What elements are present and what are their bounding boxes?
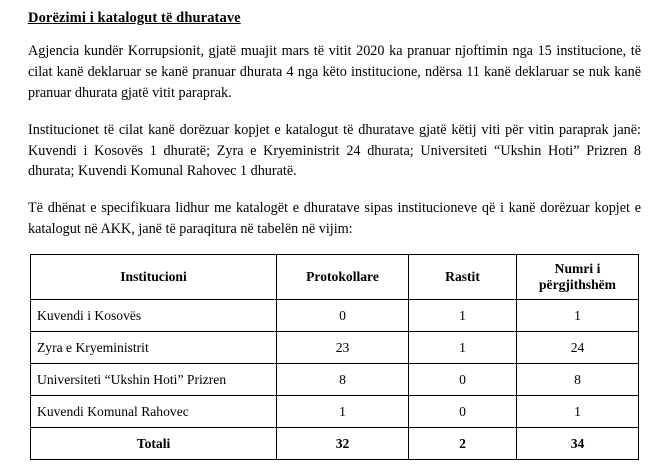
cell-institution: Zyra e Kryeministrit bbox=[31, 332, 277, 364]
cell-occasional: 1 bbox=[409, 332, 517, 364]
gifts-table bbox=[30, 254, 639, 460]
column-header-occasional: Rastit bbox=[409, 255, 517, 300]
cell-occasional: 0 bbox=[409, 396, 517, 428]
paragraph-1: Agjencia kundër Korrupsionit, gjatë muajit mars të vitit 2020 ka pranuar njoftimin nga 15 institucione, të cilat kanë deklaruar se kanë pranuar dhurata 4 nga këto institucione, ndërsa 11 kanë deklaruar se nuk kanë pranuar dhurata gjatë vitit paraprak. bbox=[28, 43, 641, 101]
column-header-total: Numri i përgjithshëm bbox=[517, 255, 639, 300]
cell-institution: Kuvendi Komunal Rahovec bbox=[31, 396, 277, 428]
table-row bbox=[31, 300, 639, 332]
page-title: Dorëzimi i katalogut të dhuratave bbox=[28, 10, 241, 26]
cell-total-label: Totali bbox=[31, 428, 277, 460]
cell-total-protocol: 32 bbox=[277, 428, 409, 460]
table-row bbox=[31, 364, 639, 396]
table-total-row bbox=[31, 428, 639, 460]
table-row bbox=[31, 332, 639, 364]
cell-total: 1 bbox=[517, 300, 639, 332]
cell-total: 24 bbox=[517, 332, 639, 364]
cell-institution: Universiteti “Ukshin Hoti” Prizren bbox=[31, 364, 277, 396]
cell-total-occasional: 2 bbox=[409, 428, 517, 460]
column-header-protocol: Protokollare bbox=[277, 255, 409, 300]
cell-occasional: 0 bbox=[409, 364, 517, 396]
cell-total: 8 bbox=[517, 364, 639, 396]
column-header-institution: Institucioni bbox=[31, 255, 277, 300]
table-header-row bbox=[31, 255, 639, 300]
table-row bbox=[31, 396, 639, 428]
cell-institution: Kuvendi i Kosovës bbox=[31, 300, 277, 332]
paragraph-2: Institucionet të cilat kanë dorëzuar kopjet e katalogut të dhuratave gjatë këtij viti për vitin paraprak janë: Kuvendi i Kosovës 1 dhuratë; Zyra e Kryeministrit 24 dhurata; Universiteti “Ukshin Hoti” Prizren 8 dhurata; Kuvendi Komunal Rahovec 1 dhuratë. bbox=[28, 121, 641, 180]
table-header bbox=[31, 255, 639, 300]
cell-protocol: 0 bbox=[277, 300, 409, 332]
table-body bbox=[31, 300, 639, 460]
cell-protocol: 8 bbox=[277, 364, 409, 396]
paragraph-3: Të dhënat e specifikuara lidhur me katalogët e dhuratave sipas institucioneve që i kanë dorëzuar kopjet e katalogut në AKK, janë të paraqitura në tabelën në vijim: bbox=[28, 200, 641, 238]
cell-total-overall: 34 bbox=[517, 428, 639, 460]
cell-protocol: 23 bbox=[277, 332, 409, 364]
cell-protocol: 1 bbox=[277, 396, 409, 428]
cell-occasional: 1 bbox=[409, 300, 517, 332]
cell-total: 1 bbox=[517, 396, 639, 428]
